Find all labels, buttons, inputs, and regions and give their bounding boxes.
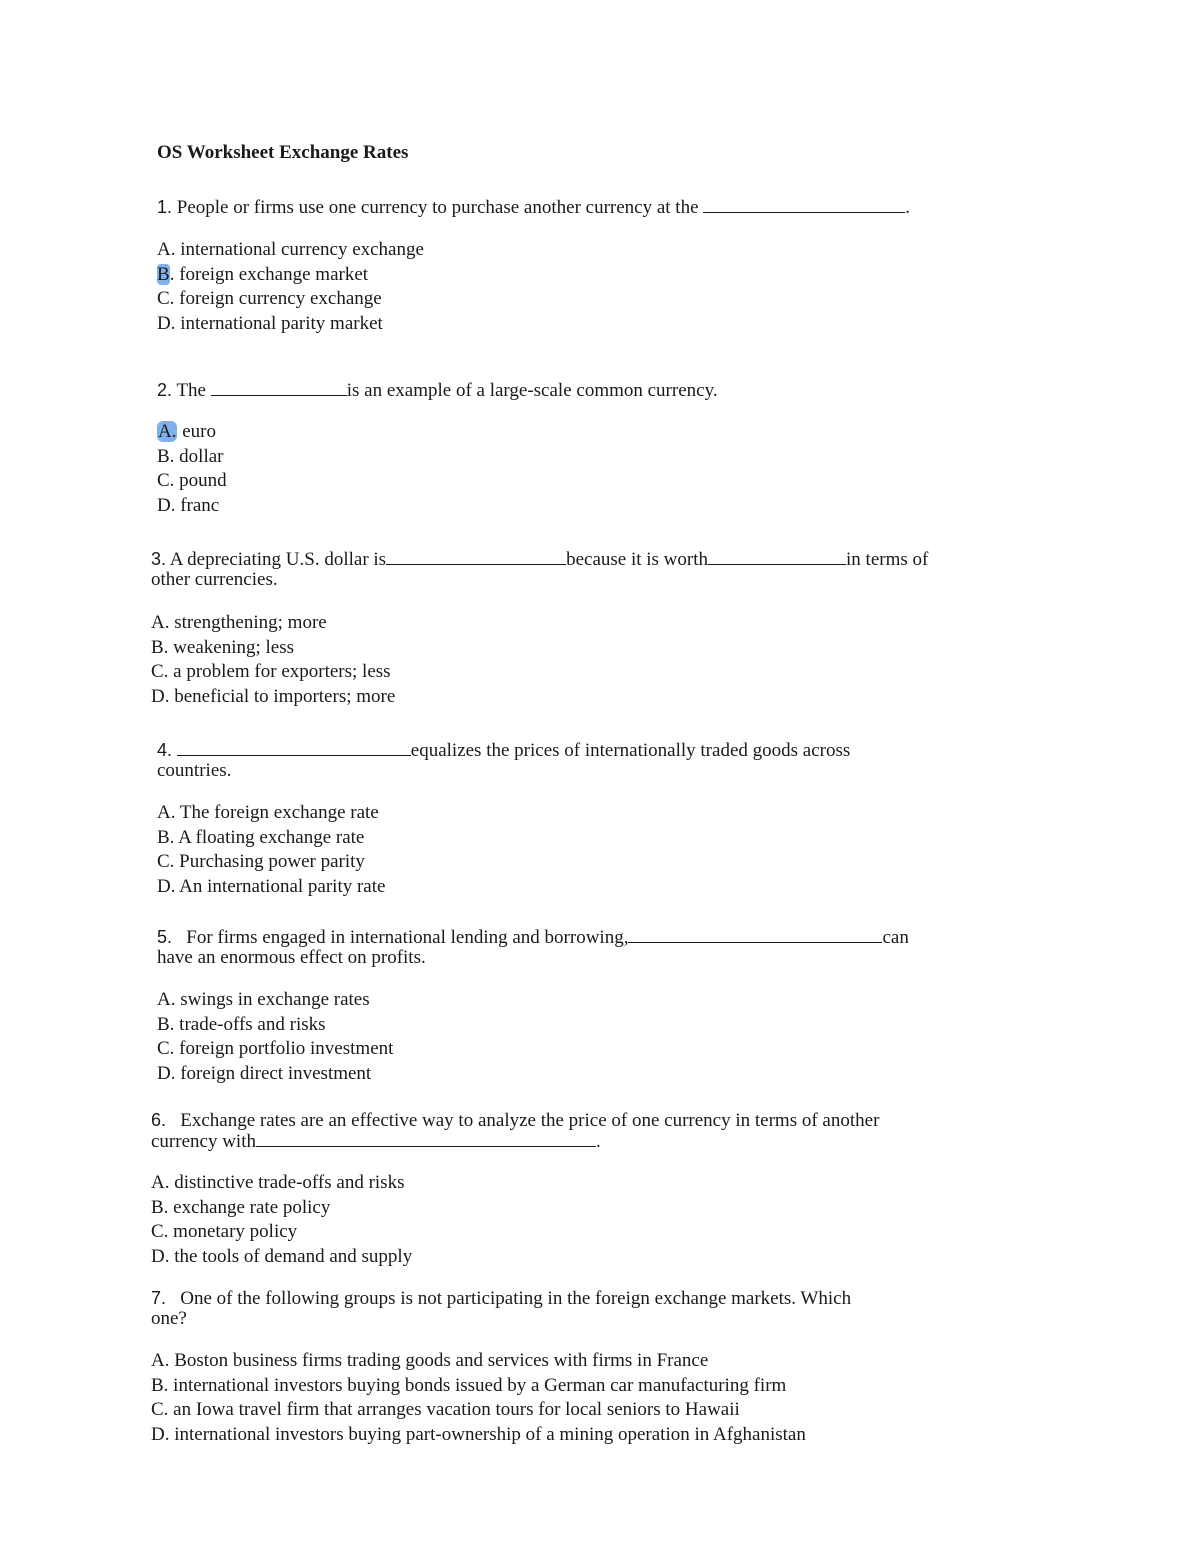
question-text-line2: countries.	[157, 760, 232, 781]
answer-blank	[703, 197, 905, 213]
option-c[interactable]: C. Purchasing power parity	[157, 851, 365, 872]
option-a[interactable]: A. The foreign exchange rate	[157, 802, 379, 823]
question-text: One of the following groups is not participating in the foreign exchange markets. Which	[180, 1288, 852, 1309]
answer-blank	[177, 740, 411, 756]
question-text-line2: other currencies.	[151, 569, 278, 590]
selected-highlight: B	[157, 263, 170, 285]
question-7	[151, 1288, 851, 1329]
option-b[interactable]: B. weakening; less	[151, 636, 295, 658]
question-number: 5.	[157, 927, 173, 947]
question-text: .	[595, 1131, 601, 1152]
options-4	[157, 801, 385, 899]
options-3	[151, 611, 395, 709]
question-1	[157, 197, 910, 218]
question-number: 4.	[157, 740, 173, 760]
question-text: The	[176, 380, 206, 401]
question-text: can	[882, 927, 909, 948]
question-number: 7.	[151, 1288, 167, 1308]
question-2	[157, 380, 718, 401]
option-d[interactable]: D. An international parity rate	[157, 875, 386, 897]
question-6	[151, 1110, 879, 1152]
question-number: 3.	[151, 549, 167, 569]
question-text: A depreciating U.S. dollar is	[169, 549, 387, 570]
option-c[interactable]: C. pound	[157, 470, 227, 491]
option-c[interactable]: C. foreign portfolio investment	[157, 1038, 394, 1059]
option-c[interactable]: C. a problem for exporters; less	[151, 661, 391, 682]
question-3	[151, 549, 928, 590]
answer-blank	[628, 927, 882, 943]
option-a[interactable]: A. swings in exchange rates	[157, 989, 370, 1010]
option-b[interactable]: B. trade-offs and risks	[157, 1013, 326, 1035]
option-b[interactable]: B. dollar	[157, 445, 224, 467]
option-c[interactable]: C. monetary policy	[151, 1221, 298, 1242]
options-5	[157, 988, 393, 1086]
options-1	[157, 238, 424, 336]
question-text-line2: one?	[151, 1308, 187, 1329]
option-b[interactable]: B. exchange rate policy	[151, 1196, 331, 1218]
question-text: Exchange rates are an effective way to analyze the price of one currency in terms of another	[180, 1110, 880, 1131]
answer-blank	[256, 1131, 596, 1147]
option-d[interactable]: D. foreign direct investment	[157, 1062, 372, 1084]
option-a[interactable]	[157, 420, 227, 445]
options-6	[151, 1171, 412, 1269]
question-number: 1.	[157, 197, 173, 217]
option-a[interactable]: A. international currency exchange	[157, 239, 424, 260]
question-text: .	[905, 197, 911, 218]
option-b-text: . foreign exchange market	[169, 263, 369, 285]
question-number: 2.	[157, 380, 173, 400]
question-text: in terms of	[846, 549, 929, 570]
option-d[interactable]: D. franc	[157, 494, 220, 516]
answer-blank	[708, 549, 846, 565]
options-7	[151, 1349, 806, 1447]
question-text: For firms engaged in international lending and borrowing,	[186, 927, 629, 948]
page-title: OS Worksheet Exchange Rates	[157, 142, 409, 163]
option-d[interactable]: D. beneficial to importers; more	[151, 685, 396, 707]
question-text: is an example of a large-scale common currency.	[346, 380, 718, 401]
option-a-text: euro	[177, 421, 216, 442]
question-4	[157, 740, 850, 781]
option-b[interactable]: B. international investors buying bonds issued by a German car manufacturing firm	[151, 1374, 787, 1396]
question-text: because it is worth	[566, 549, 709, 570]
option-d[interactable]: D. international parity market	[157, 312, 383, 334]
selected-highlight: A.	[158, 421, 177, 442]
question-text: People or firms use one currency to purchase another currency at the	[176, 197, 699, 218]
question-number: 6.	[151, 1110, 167, 1130]
option-a[interactable]: A. strengthening; more	[151, 612, 327, 633]
answer-blank	[386, 549, 566, 565]
answer-blank	[211, 380, 347, 396]
option-d[interactable]: D. the tools of demand and supply	[151, 1245, 413, 1267]
question-text: equalizes the prices of internationally traded goods across	[410, 740, 851, 761]
option-a[interactable]: A. distinctive trade-offs and risks	[151, 1172, 405, 1193]
question-text-line2: currency with	[151, 1131, 256, 1152]
option-a[interactable]: A. Boston business firms trading goods and services with firms in France	[151, 1350, 709, 1371]
question-text-line2: have an enormous effect on profits.	[157, 947, 426, 968]
option-d[interactable]: D. international investors buying part-ownership of a mining operation in Afghanistan	[151, 1423, 806, 1445]
options-2	[157, 420, 227, 518]
option-c[interactable]: C. foreign currency exchange	[157, 288, 382, 309]
question-5	[157, 927, 909, 968]
option-c[interactable]: C. an Iowa travel firm that arranges vacation tours for local seniors to Hawaii	[151, 1399, 740, 1420]
option-b[interactable]	[157, 263, 424, 288]
option-b[interactable]: B. A floating exchange rate	[157, 826, 365, 848]
